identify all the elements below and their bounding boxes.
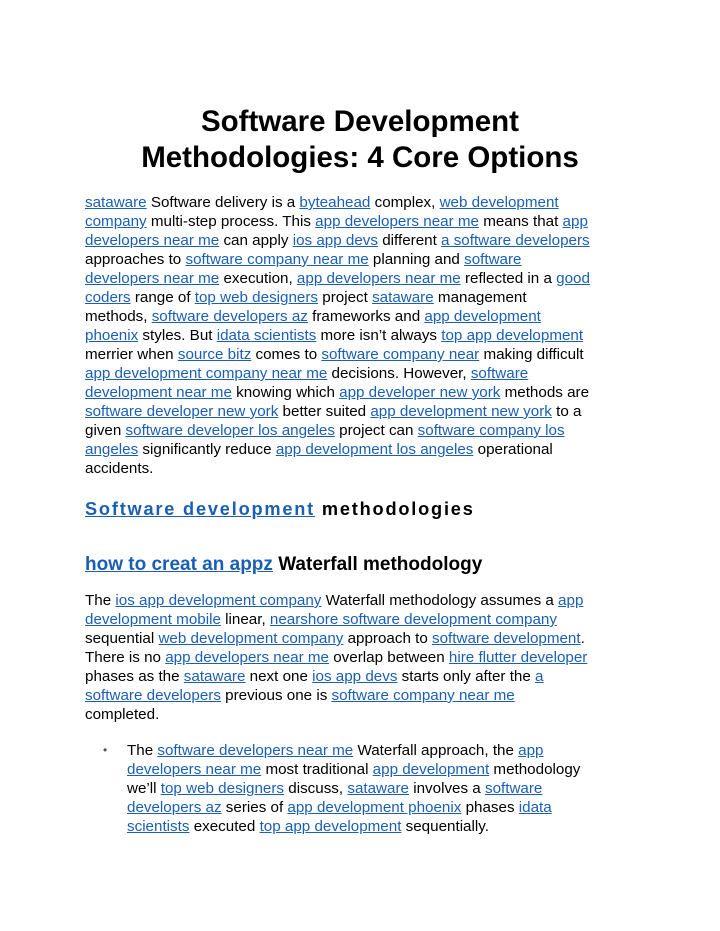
text: knowing which xyxy=(231,384,340,401)
link[interactable]: software development xyxy=(432,630,581,647)
text: previous one is xyxy=(220,687,332,704)
text: . xyxy=(580,630,585,647)
bullet-paragraph xyxy=(127,741,580,836)
text-line xyxy=(85,705,587,724)
link[interactable]: software company los xyxy=(417,422,565,439)
link[interactable]: phoenix xyxy=(85,327,139,344)
text: methods are xyxy=(500,384,590,401)
text: means that xyxy=(478,213,563,230)
link[interactable]: software company near me xyxy=(185,251,369,268)
link[interactable]: app development los angeles xyxy=(275,441,474,458)
text-line xyxy=(127,817,580,836)
link[interactable]: top web designers xyxy=(160,780,285,797)
link[interactable]: sataware xyxy=(347,780,409,797)
text: frameworks and xyxy=(307,308,425,325)
link[interactable]: nearshore software development company xyxy=(269,611,557,628)
text: complex, xyxy=(370,194,440,211)
text-line xyxy=(127,741,580,760)
text: starts only after the xyxy=(397,668,536,685)
link[interactable]: app development new york xyxy=(370,403,552,420)
link[interactable]: ios app development company xyxy=(115,592,322,609)
text: Software delivery is a xyxy=(146,194,300,211)
link[interactable]: app developer new york xyxy=(339,384,501,401)
text-line xyxy=(85,610,587,629)
text: comes to xyxy=(251,346,322,363)
link[interactable]: software developer new york xyxy=(85,403,279,420)
link[interactable]: app xyxy=(518,742,544,759)
text: Waterfall approach, the xyxy=(353,742,519,759)
text: The xyxy=(85,592,116,609)
link[interactable]: a xyxy=(535,668,544,685)
text-line xyxy=(85,231,590,250)
link[interactable]: sataware xyxy=(85,194,147,211)
text: phases as the xyxy=(85,668,184,685)
link[interactable]: developers az xyxy=(127,799,222,816)
link[interactable]: developers near me xyxy=(127,761,262,778)
heading-text: methodologies xyxy=(315,499,475,519)
text-line xyxy=(85,212,590,231)
text: more isn’t always xyxy=(316,327,442,344)
text-line xyxy=(85,193,590,212)
text: better suited xyxy=(278,403,371,420)
text: executed xyxy=(189,818,260,835)
section-heading xyxy=(85,497,475,521)
link[interactable]: idata scientists xyxy=(216,327,317,344)
link[interactable]: angeles xyxy=(85,441,139,458)
link[interactable]: app developers near me xyxy=(315,213,479,230)
link[interactable]: developers near me xyxy=(85,270,220,287)
text: methodology xyxy=(489,761,581,778)
text: range of xyxy=(130,289,195,306)
text: management xyxy=(433,289,527,306)
text: overlap between xyxy=(329,649,449,666)
link[interactable]: top app development xyxy=(441,327,584,344)
waterfall-paragraph xyxy=(85,591,587,724)
text: different xyxy=(377,232,442,249)
text: series of xyxy=(221,799,288,816)
text-line xyxy=(85,591,587,610)
link[interactable]: software company near xyxy=(321,346,480,363)
link[interactable]: coders xyxy=(85,289,131,306)
link[interactable]: development near me xyxy=(85,384,232,401)
text-line xyxy=(85,440,590,459)
bullet-marker: • xyxy=(103,743,108,757)
text-line xyxy=(85,459,590,478)
text: linear, xyxy=(220,611,270,628)
link[interactable]: scientists xyxy=(127,818,190,835)
link[interactable]: hire flutter developer xyxy=(448,649,588,666)
text: most traditional xyxy=(261,761,373,778)
text: completed. xyxy=(85,706,160,723)
page-title xyxy=(60,104,660,176)
text-line xyxy=(85,364,590,383)
text: approach to xyxy=(343,630,433,647)
title-line-1: Software Development xyxy=(200,105,520,138)
link[interactable]: good xyxy=(556,270,590,287)
text-line xyxy=(85,421,590,440)
text: decisions. However, xyxy=(327,365,471,382)
link[interactable]: company xyxy=(85,213,147,230)
intro-paragraph xyxy=(85,193,590,478)
text: involves a xyxy=(408,780,485,797)
heading-text: Waterfall methodology xyxy=(272,554,483,575)
link[interactable]: app development xyxy=(424,308,541,325)
text-line xyxy=(85,383,590,402)
text: The xyxy=(127,742,158,759)
text: methods, xyxy=(85,308,152,325)
text: reflected in a xyxy=(460,270,557,287)
link[interactable]: software xyxy=(484,780,543,797)
text-line xyxy=(85,402,590,421)
text: significantly reduce xyxy=(138,441,276,458)
link[interactable]: software developer los angeles xyxy=(125,422,335,439)
link[interactable]: software xyxy=(464,251,522,268)
link[interactable]: software company near me xyxy=(331,687,515,704)
link[interactable]: byteahead xyxy=(299,194,371,211)
link[interactable]: software developers near me xyxy=(157,742,354,759)
link[interactable]: app xyxy=(562,213,588,230)
link[interactable]: software developers xyxy=(85,687,221,704)
text: sequential xyxy=(85,630,159,647)
link[interactable]: web development xyxy=(439,194,559,211)
text-line xyxy=(85,288,590,307)
text: can apply xyxy=(219,232,293,249)
text: we’ll xyxy=(127,780,161,797)
text: given xyxy=(85,422,126,439)
text: styles. But xyxy=(138,327,217,344)
text: next one xyxy=(245,668,313,685)
link[interactable]: developers near me xyxy=(85,232,220,249)
text-line xyxy=(85,307,590,326)
text: There is no xyxy=(85,649,166,666)
link[interactable]: top web designers xyxy=(194,289,319,306)
text-line xyxy=(85,345,590,364)
link[interactable]: web development company xyxy=(158,630,344,647)
text-line xyxy=(127,779,580,798)
link[interactable]: app development company near me xyxy=(85,365,328,382)
text: discuss, xyxy=(284,780,348,797)
link[interactable]: top app development xyxy=(259,818,402,835)
link[interactable]: app xyxy=(558,592,584,609)
text: project can xyxy=(334,422,418,439)
link[interactable]: sataware xyxy=(372,289,434,306)
text: execution, xyxy=(219,270,297,287)
link[interactable]: sataware xyxy=(183,668,246,685)
text-line xyxy=(85,250,590,269)
text-line xyxy=(85,648,587,667)
text: Waterfall methodology assumes a xyxy=(321,592,559,609)
text: project xyxy=(318,289,373,306)
link[interactable]: idata xyxy=(518,799,552,816)
text-line xyxy=(127,798,580,817)
text-line xyxy=(85,686,587,705)
link[interactable]: development mobile xyxy=(85,611,221,628)
text-line xyxy=(85,326,590,345)
text: accidents. xyxy=(85,460,154,477)
heading-link[interactable]: how to creat an appz xyxy=(85,554,273,575)
text: merrier when xyxy=(85,346,178,363)
link[interactable]: software xyxy=(470,365,529,382)
link[interactable]: a software developers xyxy=(441,232,590,249)
text: to a xyxy=(551,403,582,420)
link[interactable]: app development xyxy=(372,761,490,778)
link[interactable]: ios app devs xyxy=(292,232,378,249)
title-line-2: Methodologies: 4 Core Options xyxy=(141,141,579,174)
link[interactable]: software developers az xyxy=(151,308,308,325)
text: multi-step process. This xyxy=(146,213,316,230)
subsection-heading xyxy=(85,553,482,577)
text: approaches to xyxy=(85,251,186,268)
text: sequentially. xyxy=(401,818,489,835)
link[interactable]: app development phoenix xyxy=(287,799,462,816)
link[interactable]: app developers near me xyxy=(296,270,461,287)
link[interactable]: app developers near me xyxy=(165,649,329,666)
text-line xyxy=(85,629,587,648)
text-line xyxy=(85,667,587,686)
text-line xyxy=(85,269,590,288)
link[interactable]: source bitz xyxy=(177,346,252,363)
text: operational xyxy=(473,441,553,458)
text: phases xyxy=(461,799,519,816)
text: planning and xyxy=(368,251,465,268)
heading-link[interactable]: Software development xyxy=(85,499,316,519)
text-line xyxy=(127,760,580,779)
text: making difficult xyxy=(479,346,584,363)
link[interactable]: ios app devs xyxy=(312,668,398,685)
